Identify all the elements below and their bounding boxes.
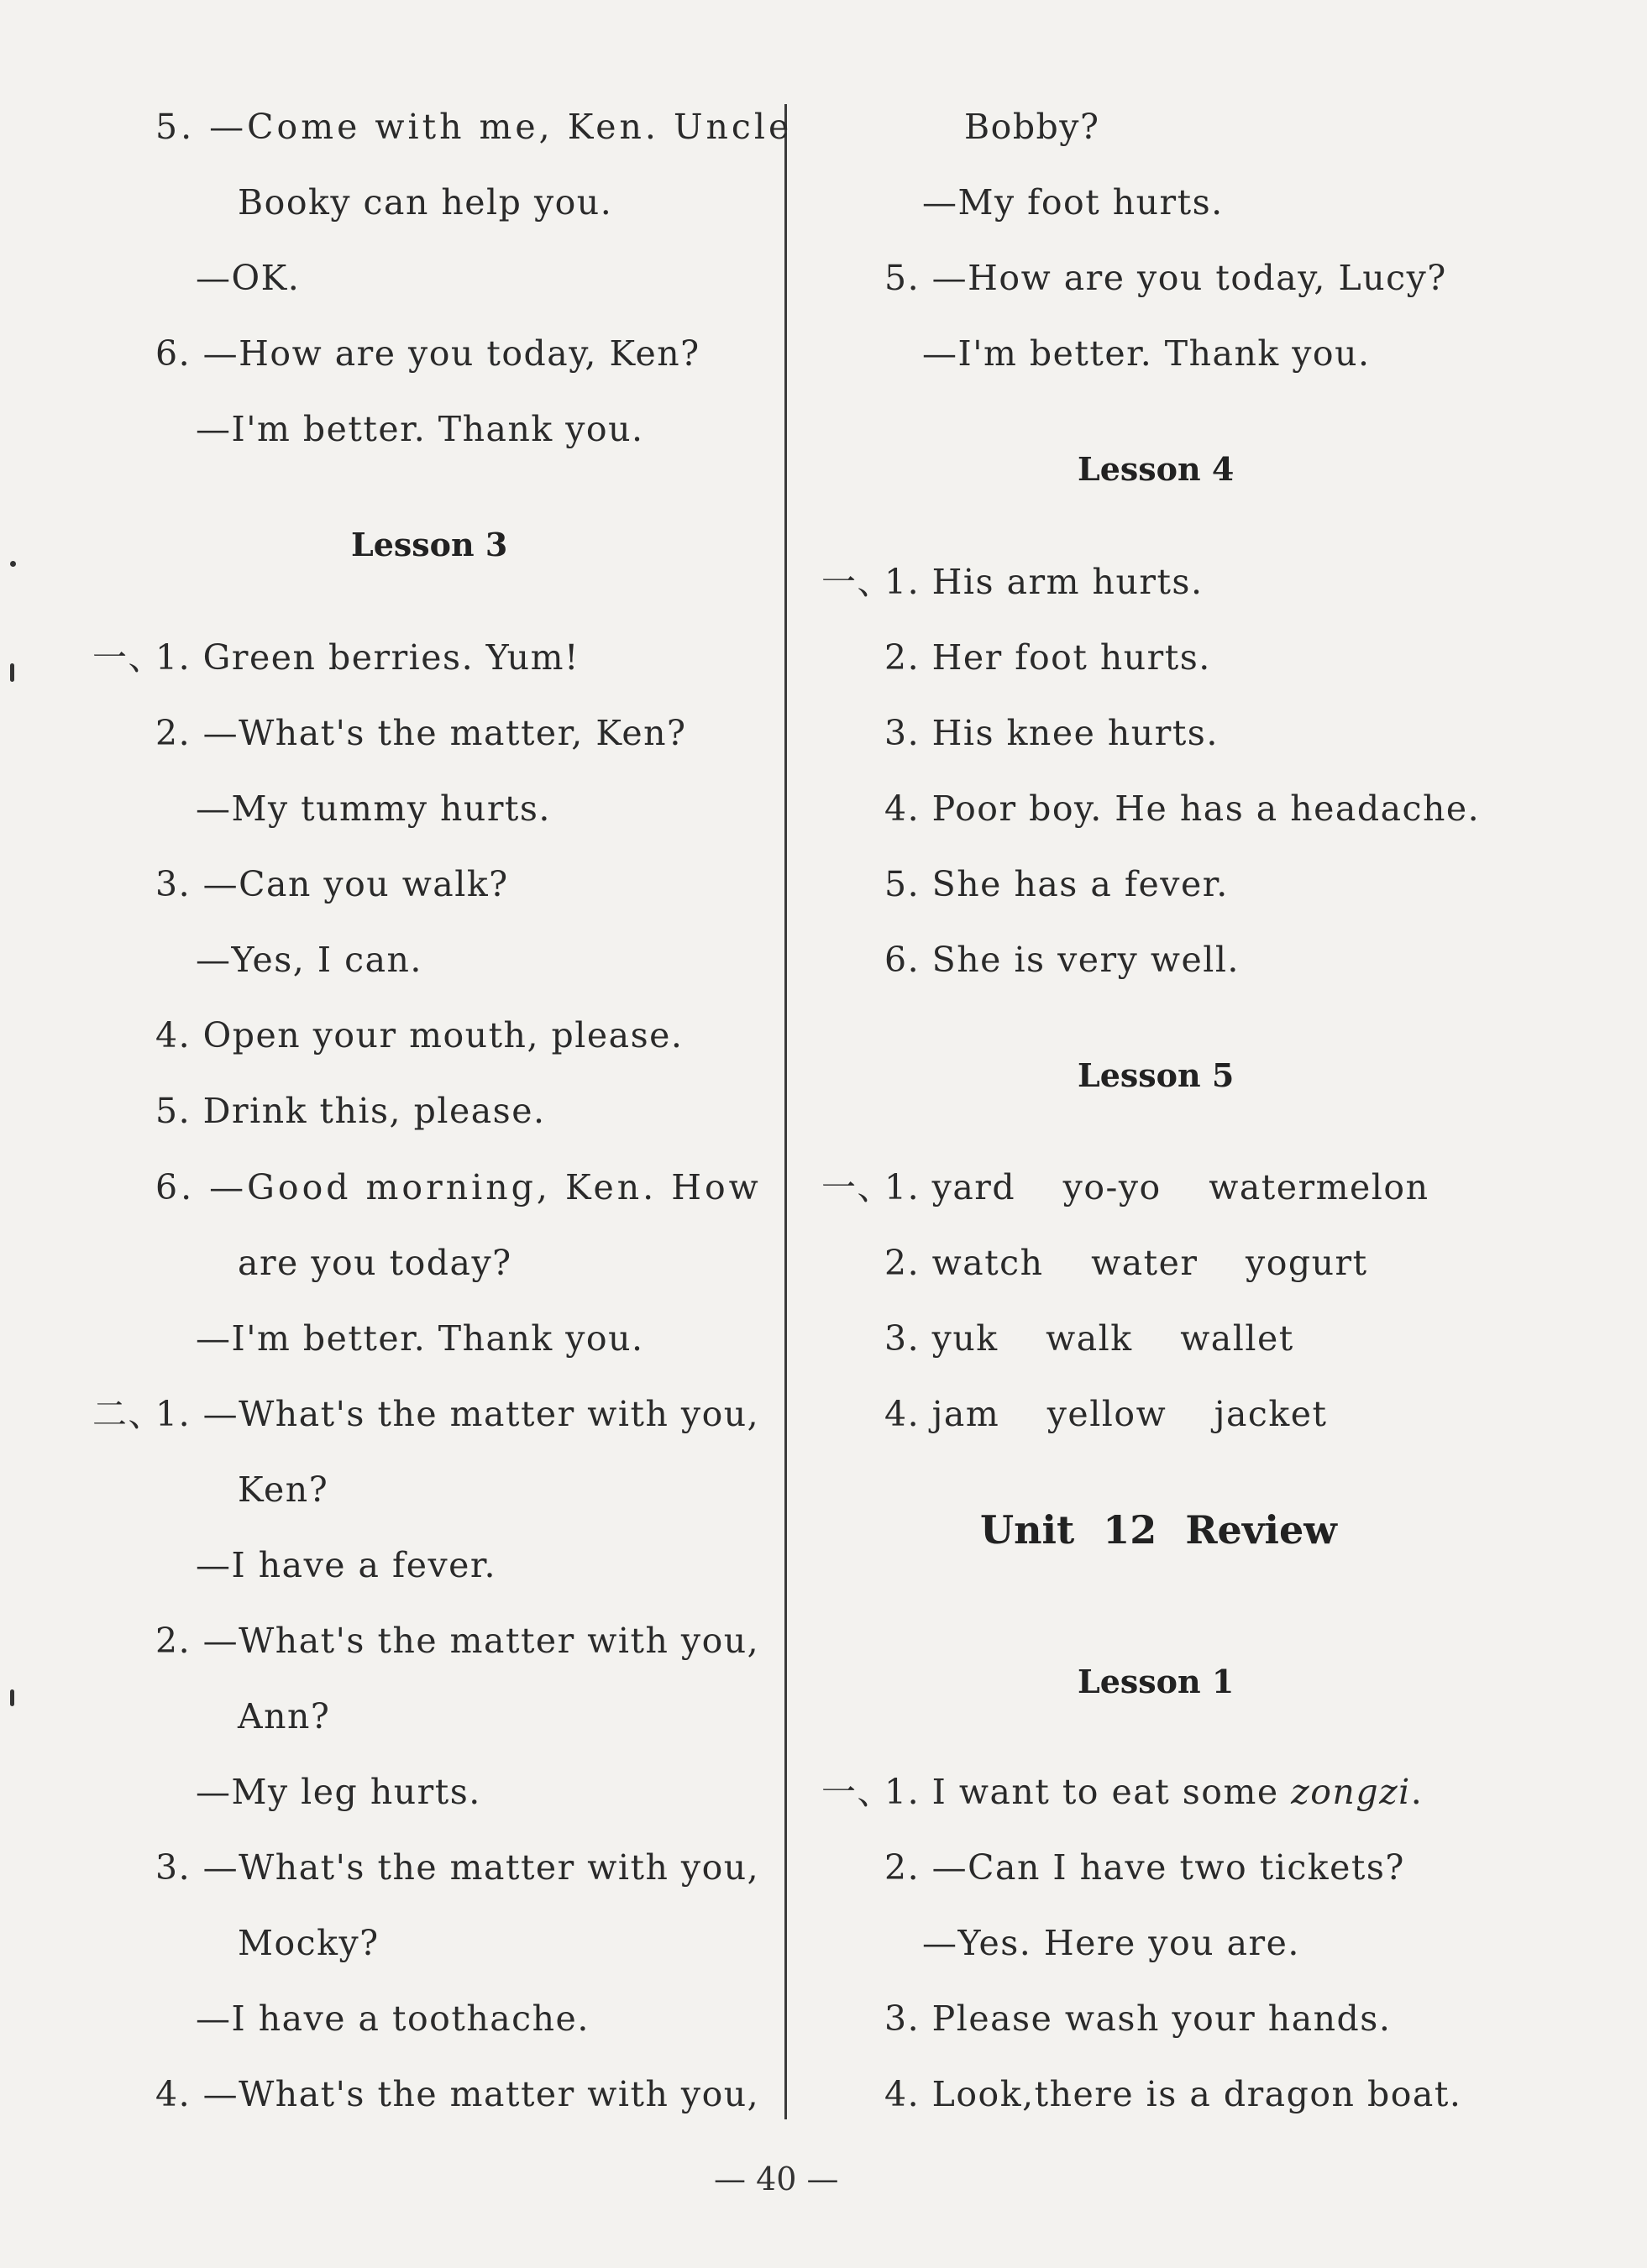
- answer-line: 5. —Come with me, Ken. Uncle: [155, 107, 793, 147]
- answer-line: Mocky?: [238, 1923, 380, 1963]
- answer-line: 4. Poor boy. He has a headache.: [884, 788, 1481, 829]
- answer-line: —I'm better. Thank you.: [922, 333, 1371, 374]
- word: watermelon: [1209, 1167, 1429, 1207]
- answer-line: —Yes. Here you are.: [922, 1923, 1300, 1963]
- word: jam: [931, 1394, 1000, 1434]
- section-marker: 一、: [821, 1772, 893, 1812]
- word: yuk: [931, 1318, 999, 1359]
- answer-line: 5. She has a fever.: [884, 864, 1229, 904]
- answer-line: 2. —Can I have two tickets?: [884, 1847, 1405, 1888]
- word-row-number: 2.: [884, 1243, 921, 1283]
- word: wallet: [1180, 1318, 1294, 1359]
- unit-12-review-heading: Unit 12 Review: [980, 1507, 1337, 1553]
- answer-line: 6. —Good morning, Ken. How: [155, 1167, 762, 1207]
- answer-line: Bobby?: [964, 107, 1100, 147]
- word: walk: [1046, 1318, 1133, 1359]
- answer-line: —I'm better. Thank you.: [196, 409, 644, 449]
- word-row: [884, 1242, 1368, 1284]
- answer-line: 5. Drink this, please.: [155, 1091, 546, 1131]
- word: yard: [931, 1167, 1016, 1207]
- answer-line: —My tummy hurts.: [196, 788, 551, 829]
- word: yellow: [1046, 1394, 1167, 1434]
- word-row-number: 3.: [884, 1318, 921, 1359]
- answer-line: 6. She is very well.: [884, 940, 1240, 980]
- word-row: [884, 1166, 1429, 1208]
- answer-line: 5. —How are you today, Lucy?: [884, 258, 1447, 298]
- italic-word: zongzi: [1291, 1772, 1411, 1812]
- answer-line: 1. —What's the matter with you,: [155, 1394, 760, 1434]
- answer-line: 2. —What's the matter, Ken?: [155, 713, 687, 753]
- answer-line: 1. Green berries. Yum!: [155, 637, 580, 678]
- word-row-number: 1.: [884, 1167, 921, 1207]
- answer-line: 4. Open your mouth, please.: [155, 1015, 684, 1055]
- lesson-1-heading: Lesson 1: [1078, 1663, 1235, 1700]
- answer-line: [884, 1771, 1423, 1813]
- answer-line: 4. Look,there is a dragon boat.: [884, 2074, 1462, 2114]
- word: yogurt: [1246, 1243, 1368, 1283]
- section-marker: 一、: [92, 637, 164, 678]
- answer-line: —I'm better. Thank you.: [196, 1318, 644, 1359]
- margin-speck: [10, 663, 14, 682]
- word-row-number: 4.: [884, 1394, 921, 1434]
- answer-line: Ann?: [238, 1696, 331, 1736]
- margin-speck: [10, 1689, 14, 1706]
- answer-line: 3. —What's the matter with you,: [155, 1847, 760, 1888]
- answer-text: .: [1410, 1772, 1424, 1812]
- answer-line: 2. Her foot hurts.: [884, 637, 1211, 678]
- answer-text: 1. I want to eat some: [884, 1772, 1292, 1812]
- answer-line: 6. —How are you today, Ken?: [155, 333, 700, 374]
- answer-line: are you today?: [238, 1243, 512, 1283]
- word-row: [884, 1317, 1294, 1359]
- section-marker: 一、: [821, 562, 893, 602]
- answer-line: —My leg hurts.: [196, 1772, 481, 1812]
- word: yo-yo: [1062, 1167, 1162, 1207]
- lesson-3-heading: Lesson 3: [351, 526, 508, 563]
- section-marker: 二、: [92, 1394, 164, 1434]
- lesson-5-heading: Lesson 5: [1078, 1056, 1235, 1094]
- answer-line: —OK.: [196, 258, 301, 298]
- answer-line: —My foot hurts.: [922, 182, 1224, 223]
- answer-line: 2. —What's the matter with you,: [155, 1621, 760, 1661]
- section-marker: 一、: [821, 1167, 893, 1207]
- answer-line: Ken?: [238, 1469, 329, 1510]
- margin-speck: [10, 561, 16, 567]
- answer-line: —I have a toothache.: [196, 1998, 590, 2039]
- word-row: [884, 1393, 1327, 1435]
- lesson-4-heading: Lesson 4: [1078, 450, 1235, 488]
- word: watch: [931, 1243, 1044, 1283]
- column-divider: [784, 104, 787, 2119]
- answer-line: 3. —Can you walk?: [155, 864, 509, 904]
- answer-line: —Yes, I can.: [196, 940, 422, 980]
- answer-line: 4. —What's the matter with you,: [155, 2074, 760, 2114]
- answer-line: 3. Please wash your hands.: [884, 1998, 1392, 2039]
- answer-line: Booky can help you.: [238, 182, 613, 223]
- answer-line: 1. His arm hurts.: [884, 562, 1204, 602]
- answer-line: —I have a fever.: [196, 1545, 497, 1585]
- page-number: — 40 —: [714, 2161, 839, 2197]
- word: water: [1091, 1243, 1199, 1283]
- word: jacket: [1214, 1394, 1328, 1434]
- answer-line: 3. His knee hurts.: [884, 713, 1219, 753]
